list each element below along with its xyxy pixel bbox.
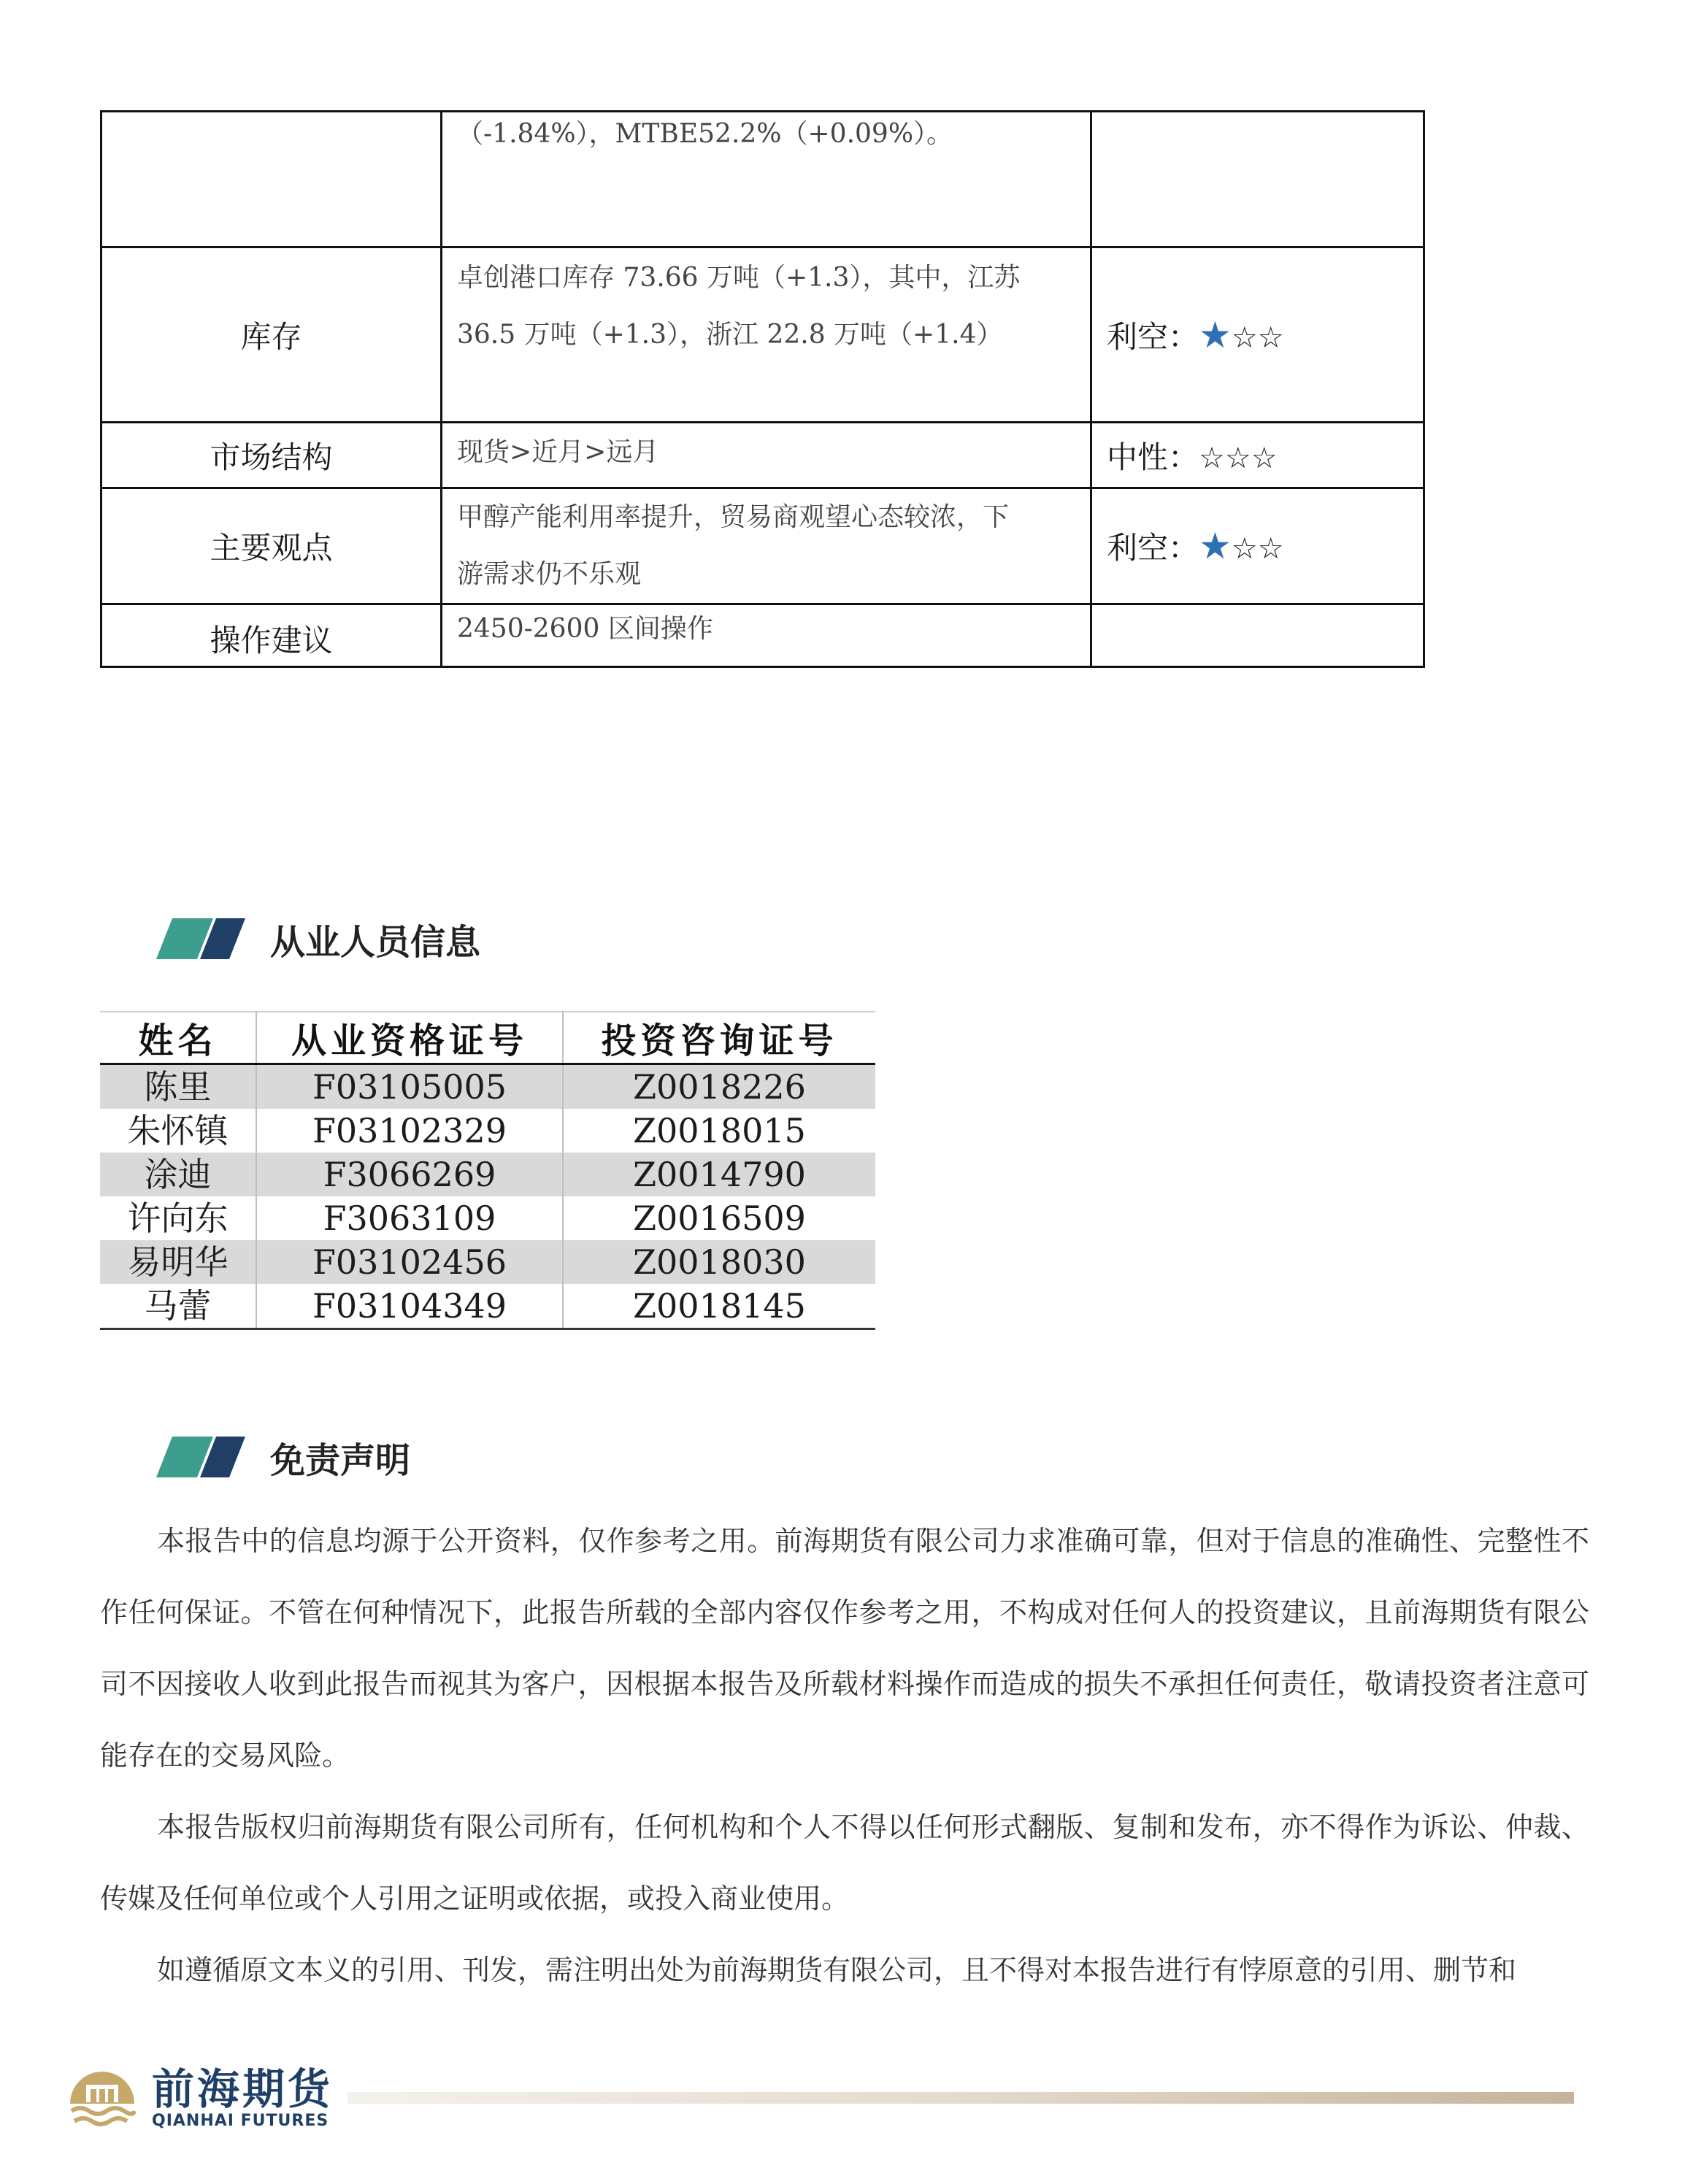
analysis-row [101, 112, 1424, 247]
consulting-number: Z0018015 [633, 1111, 806, 1150]
staff-section-header [156, 915, 480, 962]
row-rating [1091, 112, 1424, 247]
star-empty-icon: ☆ [1257, 532, 1284, 566]
qualification-number: F03104349 [256, 1284, 563, 1329]
table-row [100, 1196, 875, 1240]
row-label-operation: 操作建议 [101, 604, 442, 667]
analysis-row [101, 488, 1424, 604]
qualification-number: F3066269 [256, 1153, 563, 1196]
row-rating [1091, 488, 1424, 604]
column-header: 姓名 [100, 1012, 256, 1064]
row-content-line: （-1.84%），MTBE52.2%（+0.09%）。 [457, 119, 953, 149]
star-empty-icon: ☆ [1251, 441, 1278, 475]
company-logo [64, 2060, 333, 2136]
analysis-row [101, 604, 1424, 667]
rating-label: 利空： [1107, 318, 1199, 355]
staff-name: 陈里 [100, 1064, 256, 1110]
consulting-number: Z0018145 [563, 1284, 875, 1329]
staff-name: 涂迪 [100, 1153, 256, 1196]
consulting-number: Z0016509 [633, 1199, 806, 1238]
section-title: 从业人员信息 [270, 921, 481, 963]
row-content-line: 甲醇产能利用率提升，贸易商观望心态较浓，下 [457, 502, 1010, 532]
row-rating [1091, 247, 1424, 423]
qualification-number: F03102456 [256, 1240, 563, 1284]
footer-divider-bar [347, 2092, 1574, 2104]
section-marker-icon [156, 1437, 251, 1477]
row-content-line: 2450-2600 区间操作 [457, 614, 713, 644]
row-content [442, 247, 1091, 423]
row-label-inventory: 库存 [101, 247, 442, 423]
disclaimer-paragraph: 如遵循原文本义的引用、刊发，需注明出处为前海期货有限公司，且不得对本报告进行有悖原意的引用、删节和 [157, 1954, 1517, 1986]
section-title: 免责声明 [270, 1439, 411, 1481]
row-rating [1091, 423, 1424, 488]
analysis-row [101, 423, 1424, 488]
row-content [442, 604, 1091, 667]
staff-name: 马蕾 [100, 1284, 256, 1329]
row-label-main-view: 主要观点 [101, 488, 442, 604]
row-rating [1091, 604, 1424, 667]
qualification-number: F03102329 [256, 1109, 563, 1153]
table-header-row [100, 1012, 875, 1064]
row-content [442, 488, 1091, 604]
logo-english-name: QIANHAI FUTURES [152, 2111, 329, 2130]
consulting-number: Z0018030 [563, 1240, 875, 1284]
disclaimer-section-header [156, 1434, 410, 1480]
qualification-number: F03105005 [256, 1064, 563, 1110]
staff-name: 朱怀镇 [100, 1109, 256, 1153]
column-header: 投资咨询证号 [563, 1012, 875, 1064]
row-content [442, 423, 1091, 488]
disclaimer-body [100, 1505, 1589, 2006]
star-filled-icon: ★ [1199, 525, 1232, 567]
star-empty-icon: ☆ [1257, 320, 1284, 355]
table-row [100, 1109, 875, 1153]
analysis-table [100, 110, 1425, 668]
rating-label: 利空： [1107, 530, 1199, 566]
star-filled-icon: ★ [1199, 313, 1232, 356]
logo-emblem-icon [64, 2060, 140, 2136]
analysis-row [101, 247, 1424, 423]
column-header: 从业资格证号 [256, 1012, 563, 1064]
table-row [100, 1064, 875, 1110]
table-row [100, 1153, 875, 1196]
staff-name: 易明华 [100, 1240, 256, 1284]
staff-name: 许向东 [100, 1196, 256, 1240]
consulting-number: Z0018226 [563, 1064, 875, 1110]
table-row [100, 1284, 875, 1329]
section-marker-icon [156, 918, 251, 959]
star-empty-icon: ☆ [1231, 320, 1258, 355]
disclaimer-paragraph: 本报告版权归前海期货有限公司所有，任何机构和个人不得以任何形式翻版、复制和发布，亦不得作为诉讼、仲裁、传媒及任何单位或个人引用之证明或依据，或投入商业使用。 [100, 1811, 1589, 1915]
consulting-number: Z0014790 [563, 1153, 875, 1196]
row-label [101, 112, 442, 247]
disclaimer-paragraph: 本报告中的信息均源于公开资料，仅作参考之用。前海期货有限公司力求准确可靠，但对于信息的准确性、完整性不作任何保证。不管在何种情况下，此报告所载的全部内容仅作参考之用，不构成对任何人的投资建议，且前海期货有限公司不因接收人收到此报告而视其为客户，因根据本报告及所载材料操作而造成的损失不承担任何责任，敬请投资者注意可能存在的交易风险。 [100, 1525, 1589, 1772]
star-empty-icon: ☆ [1224, 441, 1251, 475]
row-label-market-structure: 市场结构 [101, 423, 442, 488]
table-row [100, 1240, 875, 1284]
qualification-number: F3063109 [256, 1196, 563, 1240]
logo-chinese-name: 前海期货 [152, 2064, 334, 2114]
rating-label: 中性： [1107, 439, 1199, 475]
row-content [442, 112, 1091, 247]
row-content-line: 游需求仍不乐观 [457, 559, 642, 589]
star-empty-icon: ☆ [1231, 532, 1258, 566]
row-content-line: 现货>近月>远月 [457, 437, 659, 467]
staff-table [100, 1011, 875, 1330]
row-content-line: 卓创港口库存 73.66 万吨（+1.3），其中，江苏 [457, 263, 1021, 293]
row-content-line: 36.5 万吨（+1.3），浙江 22.8 万吨（+1.4） [457, 320, 1003, 350]
star-empty-icon: ☆ [1199, 441, 1225, 475]
